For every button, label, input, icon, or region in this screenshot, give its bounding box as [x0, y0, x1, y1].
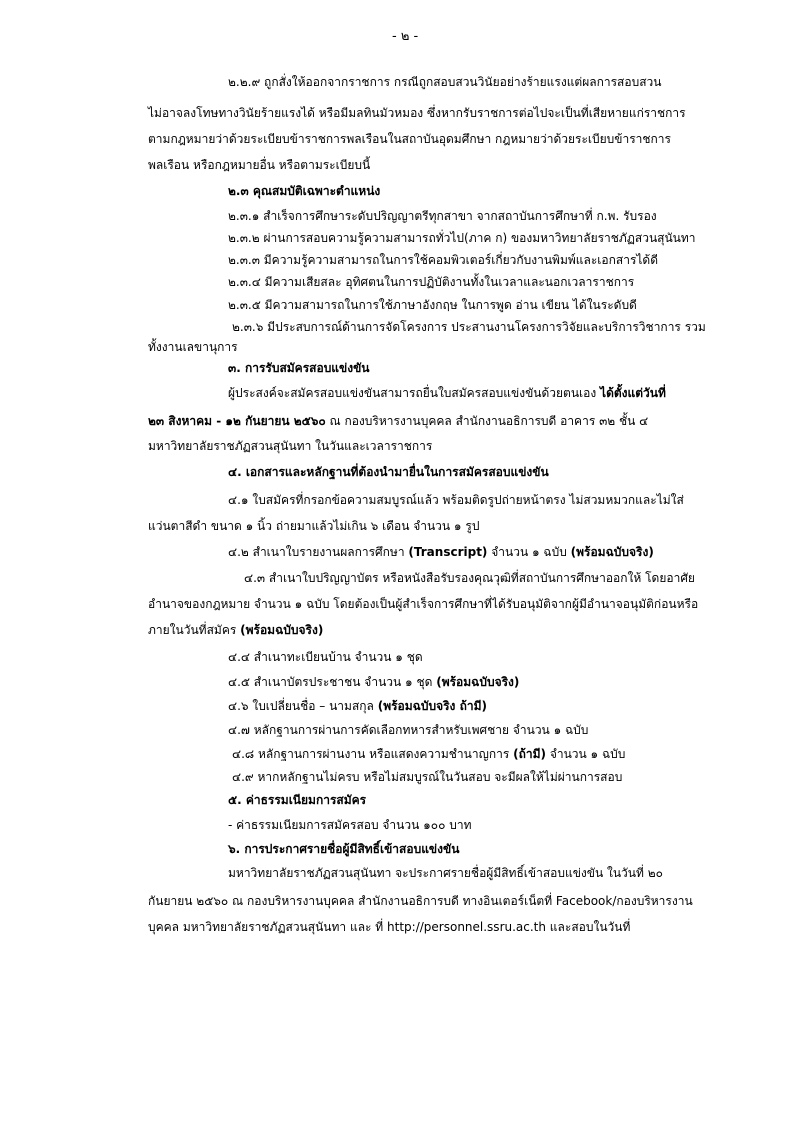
section-3-para-line-1: [228, 384, 666, 402]
clause-4-3-line-2: อำนาจของกฎหมาย จำนวน ๑ ฉบับ โดยต้องเป็นผู้สำเร็จการศึกษาที่ได้รับอนุมัติจากผู้มีอำนาจอนุมัติก่อนหรือ: [148, 597, 699, 611]
clause-2-3-6-line-1: ๒.๓.๖ มีประสบการณ์ด้านการจัดโครงการ ประสานงานโครงการวิจัยและบริการวิชาการ รวม: [232, 320, 706, 334]
clause-4-8-text: ๔.๘ หลักฐานการผ่านงาน หรือแสดงความชำนาญการ: [232, 747, 514, 761]
clause-2-2-9-line-1: ๒.๒.๙ ถูกสั่งให้ออกจากราชการ กรณีถูกสอบสวนวินัยอย่างร้ายแรงแต่ผลการสอบสวน: [228, 75, 662, 89]
clause-2-3-4: ๒.๓.๔ มีความเสียสละ อุทิศตนในการปฏิบัติงานทั้งในเวลาและนอกเวลาราชการ: [228, 275, 635, 289]
clause-2-3-5: ๒.๓.๕ มีความสามารถในการใช้ภาษาอังกฤษ ในการพูด อ่าน เขียน ได้ในระดับดี: [228, 298, 637, 312]
clause-2-2-9-line-4: พลเรือน หรือกฎหมายอื่น หรือตามระเบียบนี้: [148, 158, 371, 172]
clause-4-1-line-2: แว่นตาสีดำ ขนาด ๑ นิ้ว ถ่ายมาแล้วไม่เกิน ๖ เดือน จำนวน ๑ รูป: [148, 519, 480, 533]
section-6-line-1: มหาวิทยาลัยราชภัฏสวนสุนันทา จะประกาศรายชื่อผู้มีสิทธิ์เข้าสอบแข่งขัน ในวันที่ ๒๐: [228, 866, 663, 880]
section-3-heading: ๓. การรับสมัครสอบแข่งขัน: [228, 361, 370, 375]
clause-4-3-original-note: (พร้อมฉบับจริง): [240, 623, 324, 637]
clause-4-3-line-3: [148, 621, 323, 639]
section-5-fee: - ค่าธรรมเนียมการสมัครสอบ จำนวน ๑๐๐ บาท: [228, 818, 472, 832]
section-3-location: ณ กองบริหารงานบุคคล สำนักงานอธิการบดี อาคาร ๓๒ ชั้น ๔: [325, 414, 649, 428]
clause-4-2-original-note: (พร้อมฉบับจริง): [570, 545, 654, 559]
section-3-para-text: ผู้ประสงค์จะสมัครสอบแข่งขันสามารถยื่นใบสมัครสอบแข่งขันด้วยตนเอง: [228, 386, 601, 400]
section-6-line-2: กันยายน ๒๕๖๐ ณ กองบริหารงานบุคคล สำนักงานอธิการบดี ทางอินเตอร์เน็ตที่ Facebook/กองบริหารงาน: [148, 894, 693, 908]
clause-4-5-original-note: (พร้อมฉบับจริง): [436, 675, 520, 689]
clause-4-8-optional-note: (ถ้ามี): [513, 747, 546, 761]
clause-4-3-text: ภายในวันที่สมัคร: [148, 623, 241, 637]
clause-4-1-line-1: ๔.๑ ใบสมัครที่กรอกข้อความสมบูรณ์แล้ว พร้อมติดรูปถ่ายหน้าตรง ไม่สวมหมวกและไม่ใส่: [228, 493, 684, 507]
section-6-line-3: บุคคล มหาวิทยาลัยราชภัฏสวนสุนันทา และ ที่ http://personnel.ssru.ac.th และสอบในวันที่: [148, 920, 631, 934]
section-3-date-range: ๒๓ สิงหาคม - ๑๒ กันยายน ๒๕๖๐: [148, 414, 326, 428]
section-4-heading: ๔. เอกสารและหลักฐานที่ต้องนำมายื่นในการสมัครสอบแข่งขัน: [228, 465, 549, 479]
clause-4-6: [228, 697, 487, 715]
clause-2-2-9-line-2: ไม่อาจลงโทษทางวินัยร้ายแรงได้ หรือมีมลทินมัวหมอง ซึ่งหากรับราชการต่อไปจะเป็นที่เสียหายแก่ราชการ: [148, 106, 686, 120]
clause-4-4: ๔.๔ สำเนาทะเบียนบ้าน จำนวน ๑ ชุด: [228, 650, 423, 664]
clause-4-2-text: ๔.๒ สำเนาใบรายงานผลการศึกษา: [228, 545, 409, 559]
clause-2-3-3: ๒.๓.๓ มีความรู้ความสามารถในการใช้คอมพิวเตอร์เกี่ยวกับงานพิมพ์และเอกสารได้ดี: [228, 253, 659, 267]
section-5-heading: ๕. ค่าธรรมเนียมการสมัคร: [228, 793, 367, 807]
clause-4-2: [228, 543, 654, 561]
clause-4-7: ๔.๗ หลักฐานการผ่านการคัดเลือกทหารสำหรับเพศชาย จำนวน ๑ ฉบับ: [228, 723, 589, 737]
section-3-para-line-2: [148, 412, 648, 430]
clause-2-3-6-line-2: ทั้งงานเลขานุการ: [148, 340, 238, 354]
section-6-heading: ๖. การประกาศรายชื่อผู้มีสิทธิ์เข้าสอบแข่งขัน: [228, 842, 460, 856]
clause-4-2-count: จำนวน ๑ ฉบับ: [487, 545, 571, 559]
clause-4-2-transcript: (Transcript): [408, 545, 488, 559]
clause-2-3-1: ๒.๓.๑ สำเร็จการศึกษาระดับปริญญาตรีทุกสาขา จากสถาบันการศึกษาที่ ก.พ. รับรอง: [228, 209, 657, 223]
clause-4-9: ๔.๙ หากหลักฐานไม่ครบ หรือไม่สมบูรณ์ในวันสอบ จะมีผลให้ไม่ผ่านการสอบ: [232, 770, 623, 784]
section-3-para-line-3: มหาวิทยาลัยราชภัฏสวนสุนันทา ในวันและเวลาราชการ: [148, 439, 433, 453]
section-2-3-heading: ๒.๓ คุณสมบัติเฉพาะตำแหน่ง: [228, 184, 381, 198]
clause-4-3-line-1: ๔.๓ สำเนาใบปริญญาบัตร หรือหนังสือรับรองคุณวุฒิที่สถาบันการศึกษาออกให้ โดยอาศัย: [244, 571, 695, 585]
clause-2-2-9-line-3: ตามกฎหมายว่าด้วยระเบียบข้าราชการพลเรือนในสถาบันอุดมศึกษา กฎหมายว่าด้วยระเบียบข้าราชการ: [148, 132, 671, 146]
clause-4-5-text: ๔.๕ สำเนาบัตรประชาชน จำนวน ๑ ชุด: [228, 675, 437, 689]
clause-4-6-original-note: (พร้อมฉบับจริง ถ้ามี): [377, 699, 487, 713]
clause-4-8: [232, 745, 625, 763]
clause-2-3-2: ๒.๓.๒ ผ่านการสอบความรู้ความสามารถทั่วไป(ภาค ก) ของมหาวิทยาลัยราชภัฏสวนสุนันทา: [228, 231, 696, 245]
page-number: - ๒ -: [392, 29, 419, 44]
clause-4-6-text: ๔.๖ ใบเปลี่ยนชื่อ – นามสกุล: [228, 699, 378, 713]
section-3-start-date-label: ได้ตั้งแต่วันที่: [600, 386, 666, 400]
clause-4-5: [228, 673, 519, 691]
clause-4-8-count: จำนวน ๑ ฉบับ: [546, 747, 626, 761]
